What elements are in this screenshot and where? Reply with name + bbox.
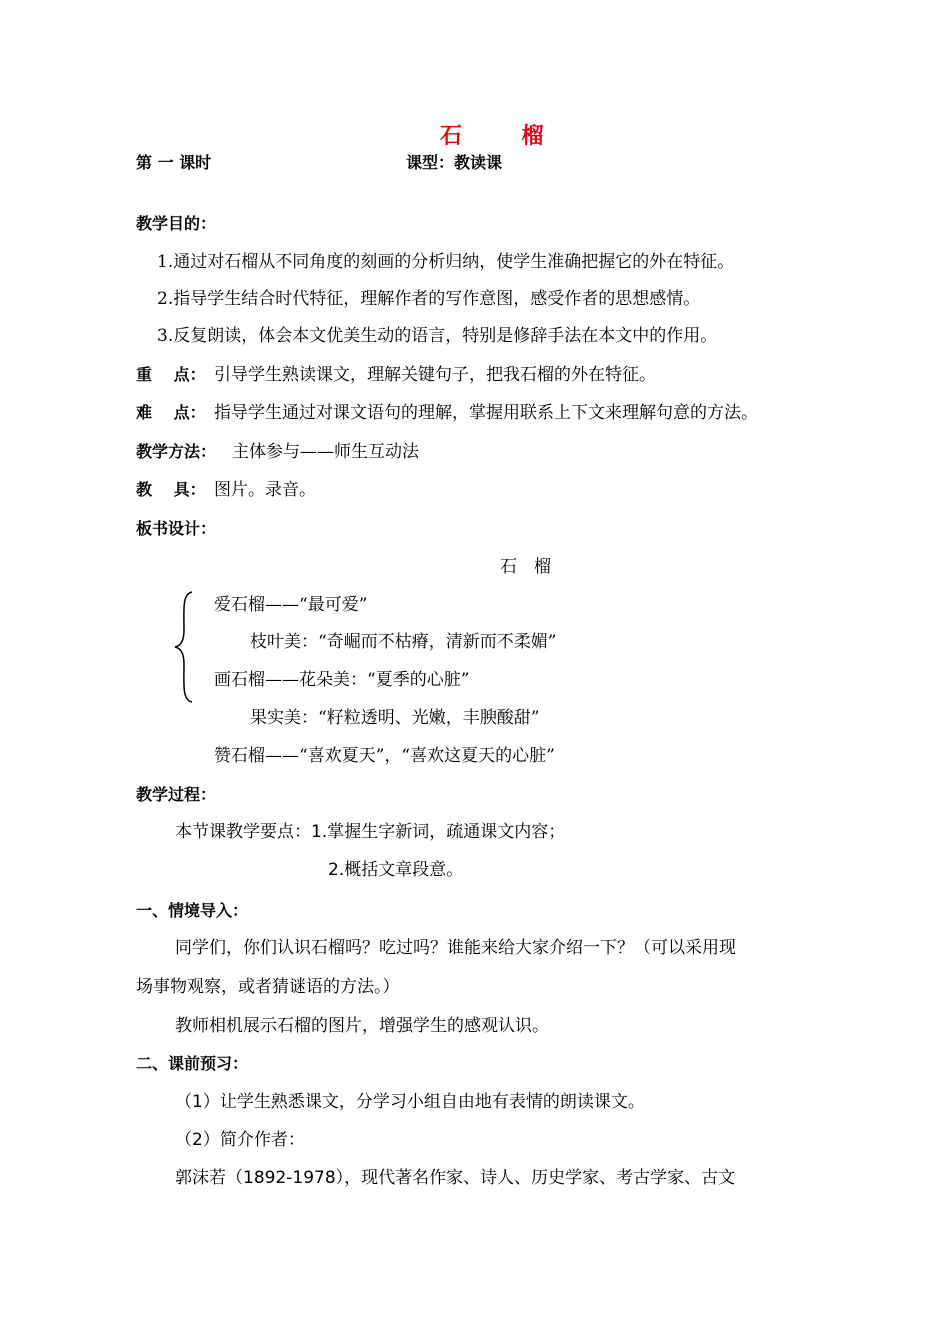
key-points-line: 本节课教学要点：1.掌握生字新词，疏通课文内容； <box>175 822 566 842</box>
key-text: 引导学生熟读课文，理解关键句子，把我石榴的外在特征。 <box>214 365 656 385</box>
section-heading: 一、情境导入： <box>136 901 249 920</box>
board-title: 石 榴 <box>500 557 551 577</box>
lesson-type: 课型：教读课 <box>406 153 503 172</box>
board-line: 赞石榴——“喜欢夏天”，“喜欢这夏天的心脏” <box>214 746 555 766</box>
lesson-label: 第 一 课时 <box>136 153 212 172</box>
board-heading: 板书设计： <box>136 519 217 538</box>
method-text: 主体参与——师生互动法 <box>232 442 419 462</box>
key-points-line: 2.概括文章段意。 <box>328 860 464 880</box>
board-line: 爱石榴——“最可爱” <box>214 595 368 615</box>
board-line: 枝叶美：“奇崛而不枯瘠，清新而不柔媚” <box>250 632 557 652</box>
objective-item: 2.指导学生结合时代特征，理解作者的写作意图，感受作者的思想感情。 <box>157 289 701 309</box>
difficulty-text: 指导学生通过对课文语句的理解，掌握用联系上下文来理解句意的方法。 <box>214 403 758 423</box>
process-heading: 教学过程： <box>136 785 217 804</box>
paragraph: 教师相机展示石榴的图片，增强学生的感观认识。 <box>175 1016 549 1036</box>
tools-label: 教 具： <box>136 480 206 499</box>
objective-item: 3.反复朗读，体会本文优美生动的语言，特别是修辞手法在本文中的作用。 <box>157 326 718 346</box>
document-title: 石 榴 <box>440 124 570 149</box>
objectives-heading: 教学目的： <box>136 214 217 233</box>
tools-text: 图片。录音。 <box>214 480 316 500</box>
paragraph: 场事物观察，或者猜谜语的方法。） <box>136 977 400 997</box>
paragraph: （2）简介作者： <box>175 1130 305 1150</box>
brace-icon <box>172 590 196 704</box>
paragraph: （1）让学生熟悉课文，分学习小组自由地有表情的朗读课文。 <box>175 1092 645 1112</box>
method-label: 教学方法： <box>136 442 217 461</box>
key-label: 重 点： <box>136 365 206 384</box>
board-line: 画石榴——花朵美：“夏季的心脏” <box>214 670 470 690</box>
paragraph: 同学们，你们认识石榴吗？吃过吗？谁能来给大家介绍一下？（可以采用现 <box>175 938 736 958</box>
difficulty-label: 难 点： <box>136 403 206 422</box>
section-heading: 二、课前预习： <box>136 1054 249 1073</box>
objective-item: 1.通过对石榴从不同角度的刻画的分析归纳，使学生准确把握它的外在特征。 <box>157 252 735 272</box>
board-line: 果实美：“籽粒透明、光嫩，丰腴酸甜” <box>250 708 540 728</box>
paragraph: 郭沫若（1892-1978），现代著名作家、诗人、历史学家、考古学家、古文 <box>175 1168 736 1188</box>
